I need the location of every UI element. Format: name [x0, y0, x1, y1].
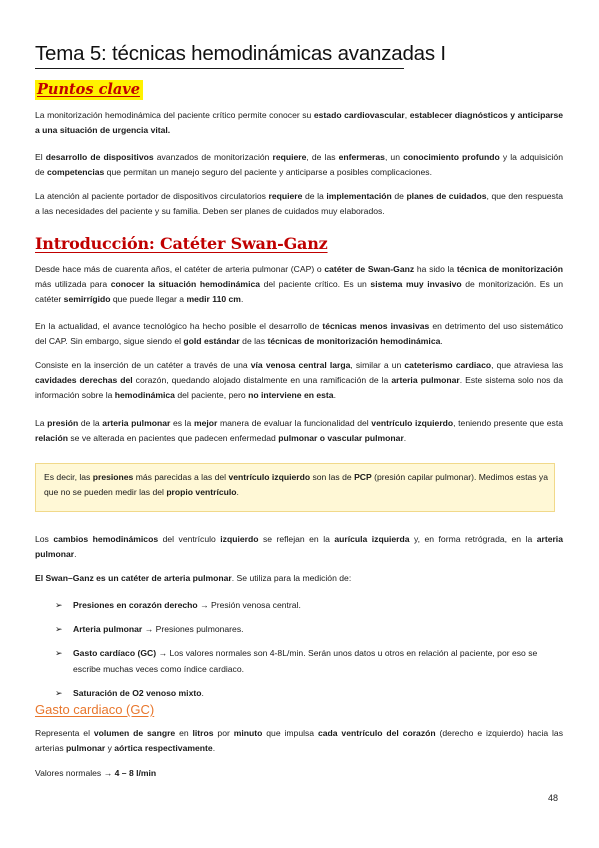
bold-text: relación	[35, 433, 68, 444]
text-run: Es decir, las	[44, 472, 93, 482]
arrow-bullet-icon: ➢	[55, 624, 63, 635]
text-run: más utilizada para	[35, 279, 111, 290]
bold-text: Gasto cardíaco (GC)	[73, 648, 157, 659]
text-run: que impulsa	[262, 728, 318, 738]
list-item	[55, 598, 555, 613]
bold-text: minuto	[233, 728, 263, 738]
bold-text: medir 110 cm	[186, 294, 241, 305]
heading-introduccion: Introducción: Catéter Swan-Ganz	[35, 234, 328, 253]
page-number: 48	[548, 793, 559, 803]
text-run: que puede llegar a	[110, 294, 187, 305]
text-run: de monitorización. Es un catéter	[35, 279, 563, 305]
bold-text: técnica de monitorización	[456, 264, 563, 274]
bold-text: pulmonar o vascular pulmonar	[278, 433, 404, 444]
bold-text: litros	[192, 728, 214, 738]
bold-text: cada ventrículo del corazón	[317, 728, 436, 738]
text-run: .	[333, 390, 336, 401]
page-title: Tema 5: técnicas hemodinámicas avanzadas I	[35, 42, 446, 65]
paragraph	[35, 189, 563, 219]
callout-box	[35, 463, 555, 512]
bold-text: enfermeras	[338, 152, 385, 162]
text-run: .	[440, 336, 443, 347]
bold-text: arteria pulmonar	[35, 534, 563, 560]
text-run: es la	[170, 418, 194, 428]
paragraph	[35, 108, 563, 138]
text-run: , teniendo presente que esta	[453, 418, 563, 428]
text-run: del ventrículo	[158, 534, 221, 544]
text-run: , que den respuesta a las necesidades del paciente y su familia. Deben ser planes de cuidados muy elaborados.	[35, 191, 563, 217]
text-run: son las de	[310, 472, 355, 482]
text-run: Desde hace más de cuarenta años, el catéter de arteria pulmonar (CAP) o	[35, 264, 325, 274]
bold-text: requiere	[268, 191, 303, 201]
bold-text: conocer la situación hemodinámica	[110, 279, 261, 290]
list-item	[55, 622, 555, 637]
arrow-bullet-icon: ➢	[55, 687, 63, 698]
bold-text: hemodinámica	[114, 390, 175, 401]
bold-text: requiere	[272, 152, 307, 162]
bold-text: implementación	[326, 191, 392, 201]
text-run: La monitorización hemodinámica del paciente crítico permite conocer su	[35, 110, 314, 120]
text-run: de las	[239, 336, 268, 347]
paragraph	[35, 319, 563, 349]
bold-text: planes de cuidados	[406, 191, 487, 201]
bold-text: establecer diagnósticos y anticiparse a una situación de urgencia vital.	[35, 110, 564, 136]
bold-text: izquierdo	[220, 534, 259, 544]
bold-text: pulmonar	[66, 743, 106, 754]
text-run: → Presión venosa central.	[197, 600, 301, 610]
bold-text: semirrígido	[63, 294, 111, 305]
text-run: Valores normales →	[35, 768, 115, 778]
bold-text: estado cardiovascular	[313, 110, 405, 120]
bold-text: El Swan–Ganz es un catéter de arteria pulmonar	[35, 573, 232, 583]
text-run: (derecho e izquierdo) hacia las arterias	[35, 728, 564, 754]
text-run: y	[105, 743, 115, 754]
bold-text: aórtica respectivamente	[114, 743, 213, 754]
paragraph	[35, 416, 563, 446]
text-run: por	[213, 728, 234, 738]
text-run: avanzados de monitorización	[153, 152, 273, 162]
text-run: .	[403, 433, 407, 444]
list-item	[55, 686, 555, 701]
text-run: en	[175, 728, 193, 738]
text-run: se ve alterada en pacientes que padecen enfermedad	[67, 433, 279, 444]
text-run: manera de evaluar la funcionalidad del	[217, 418, 372, 428]
bold-text: desarrollo de dispositivos	[45, 152, 154, 162]
text-run: → Los valores normales son 4-8L/min. Serán unos datos u otros en relación al paciente, por eso se escribe muchas veces como índice cardiaco.	[73, 648, 538, 674]
bold-text: propio ventrículo	[166, 487, 237, 498]
bold-text: ventrículo izquierdo	[228, 472, 311, 482]
paragraph	[35, 532, 563, 562]
bold-text: conocimiento profundo	[403, 152, 500, 162]
bold-text: Arteria pulmonar	[73, 624, 143, 635]
text-run: . Se utiliza para la medición de:	[231, 573, 352, 583]
bold-text: vía venosa central larga	[250, 360, 351, 370]
text-run: (presión capilar pulmonar). Medimos estas ya que no se pueden medir las del	[44, 472, 549, 498]
text-run: Representa el	[35, 728, 94, 738]
bold-text: cateterismo cardiaco	[404, 360, 492, 370]
bold-text: aurícula izquierda	[334, 534, 410, 544]
text-run: . Este sistema solo nos da información sobre la	[35, 375, 563, 401]
text-run: del paciente crítico. Es un	[260, 279, 371, 290]
bold-text: presión	[47, 418, 79, 428]
bold-text: gold estándar	[183, 336, 240, 347]
text-run: .	[74, 549, 77, 560]
arrow-bullet-icon: ➢	[55, 648, 63, 659]
text-run: más parecidas a las del	[133, 472, 229, 482]
text-run: .	[201, 687, 204, 698]
text-run: corazón, quedando alojado distalmente en una ramificación de la	[132, 375, 392, 386]
bold-text: cavidades derechas del	[35, 375, 133, 386]
measurement-list	[55, 598, 555, 701]
bold-text: mejor	[193, 418, 218, 428]
text-run: de	[391, 191, 407, 201]
text-run: ,	[404, 110, 410, 120]
bold-text: PCP	[354, 472, 372, 482]
paragraph	[35, 726, 563, 756]
bold-text: sistema muy invasivo	[370, 279, 462, 290]
text-run: .	[212, 743, 216, 754]
bold-text: catéter de Swan-Ganz	[324, 264, 415, 274]
bold-text: competencias	[46, 167, 105, 178]
text-run: y la adquisición de	[35, 152, 563, 178]
text-run: Los	[35, 534, 54, 544]
text-run: El	[35, 152, 46, 162]
text-run: Consiste en la inserción de un catéter a través de una	[35, 360, 251, 370]
heading-puntos-clave: Puntos clave	[35, 80, 143, 100]
paragraph	[35, 358, 563, 404]
text-run: en detrimento del uso sistemático del CAP. Sin embargo, sigue siendo el	[35, 321, 563, 347]
text-run: , similar a un	[350, 360, 405, 370]
text-run: , un	[384, 152, 404, 162]
bold-text: arteria pulmonar	[102, 418, 171, 428]
bold-text: técnicas de monitorización hemodinámica	[267, 336, 441, 347]
list-item	[55, 646, 555, 676]
text-run: y, en forma retrógrada, en la	[409, 534, 537, 544]
bold-text: arteria pulmonar	[391, 375, 460, 386]
text-run: del paciente, pero	[174, 390, 249, 401]
heading-gasto-cardiaco: Gasto cardiaco (GC)	[35, 702, 155, 717]
paragraph	[35, 571, 563, 586]
text-run: de la	[302, 191, 327, 201]
text-run: que permitan un manejo seguro del paciente y anticiparse a posibles complicaciones.	[104, 167, 432, 178]
paragraph	[35, 766, 563, 781]
bold-text: cambios hemodinámicos	[53, 534, 159, 544]
bold-text: técnicas menos invasivas	[322, 321, 430, 331]
bold-text: volumen de sangre	[93, 728, 176, 738]
paragraph	[35, 150, 563, 180]
arrow-bullet-icon: ➢	[55, 600, 63, 610]
text-run: ha sido la	[414, 264, 457, 274]
bold-text: Saturación de O2 venoso mixto	[73, 687, 202, 698]
text-run: En la actualidad, el avance tecnológico ha hecho posible el desarrollo de	[35, 321, 323, 331]
text-run: La	[35, 418, 48, 428]
bold-text: ventrículo izquierdo	[371, 418, 454, 428]
bold-text: presiones	[92, 472, 134, 482]
bold-text: Presiones en corazón derecho	[73, 600, 198, 610]
text-run: de la	[78, 418, 103, 428]
paragraph	[35, 262, 563, 308]
text-run: La atención al paciente portador de dispositivos circulatorios	[35, 191, 269, 201]
text-run: , de las	[306, 152, 339, 162]
text-run: se reflejan en la	[258, 534, 335, 544]
title-underline	[35, 68, 404, 69]
text-run: → Presiones pulmonares.	[142, 624, 244, 635]
text-run: .	[240, 294, 244, 305]
callout-text	[44, 470, 548, 500]
text-run: , que atraviesa las	[491, 360, 564, 370]
text-run: .	[236, 487, 239, 498]
bold-text: no interviene en esta	[248, 390, 334, 401]
bold-text: 4 – 8 l/min	[114, 768, 157, 778]
